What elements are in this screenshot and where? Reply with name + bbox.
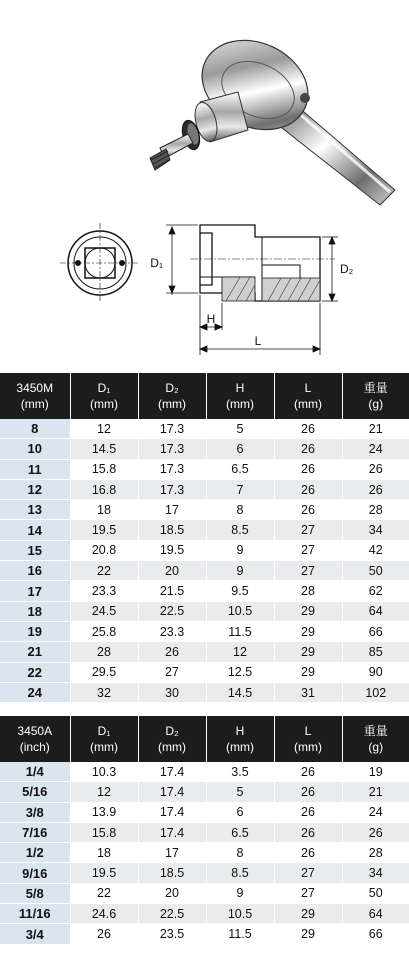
d1-cell: 19.5 [70, 863, 138, 883]
header-h: H (mm) [206, 716, 274, 762]
table-row [0, 540, 409, 560]
d2-cell: 18.5 [138, 863, 206, 883]
d1-cell: 20.8 [70, 540, 138, 560]
d1-cell: 14.5 [70, 439, 138, 459]
size-cell: 1/2 [0, 843, 70, 863]
table-row [0, 479, 409, 499]
weight-cell: 66 [342, 621, 409, 641]
size-cell: 13 [0, 500, 70, 520]
d2-cell: 17 [138, 500, 206, 520]
d1-cell: 13.9 [70, 802, 138, 822]
size-cell: 7/16 [0, 822, 70, 842]
l-cell: 27 [274, 520, 342, 540]
size-cell: 5/8 [0, 883, 70, 903]
d2-cell: 20 [138, 883, 206, 903]
weight-cell: 62 [342, 581, 409, 601]
weight-cell: 26 [342, 459, 409, 479]
h-cell: 6 [206, 802, 274, 822]
d1-cell: 15.8 [70, 822, 138, 842]
l-cell: 28 [274, 581, 342, 601]
d2-cell: 17.3 [138, 459, 206, 479]
header-l: L (mm) [274, 716, 342, 762]
header-d2: D₂ (mm) [138, 716, 206, 762]
h-cell: 3.5 [206, 762, 274, 782]
d1-cell: 22 [70, 561, 138, 581]
header-d1: D₁ (mm) [70, 716, 138, 762]
h-cell: 8 [206, 843, 274, 863]
table-row [0, 500, 409, 520]
d2-cell: 22.5 [138, 904, 206, 924]
d2-cell: 23.3 [138, 621, 206, 641]
d1-cell: 15.8 [70, 459, 138, 479]
header-d1: D₁ (mm) [70, 373, 138, 419]
d1-cell: 19.5 [70, 520, 138, 540]
d1-cell: 10.3 [70, 762, 138, 782]
d1-cell: 24.6 [70, 904, 138, 924]
h-cell: 12.5 [206, 662, 274, 682]
l-cell: 26 [274, 782, 342, 802]
weight-cell: 26 [342, 479, 409, 499]
l-cell: 29 [274, 621, 342, 641]
weight-cell: 85 [342, 642, 409, 662]
l-cell: 26 [274, 479, 342, 499]
table-row [0, 924, 409, 944]
h-cell: 5 [206, 419, 274, 439]
h-cell: 5 [206, 782, 274, 802]
d1-cell: 26 [70, 924, 138, 944]
l-cell: 26 [274, 822, 342, 842]
size-cell: 12 [0, 479, 70, 499]
l-cell: 27 [274, 540, 342, 560]
weight-cell: 28 [342, 843, 409, 863]
d1-cell: 18 [70, 843, 138, 863]
weight-cell: 64 [342, 601, 409, 621]
size-cell: 11 [0, 459, 70, 479]
size-cell: 18 [0, 601, 70, 621]
l-cell: 26 [274, 802, 342, 822]
size-cell: 19 [0, 621, 70, 641]
size-cell: 3/4 [0, 924, 70, 944]
l-cell: 26 [274, 439, 342, 459]
d2-cell: 26 [138, 642, 206, 662]
size-cell: 21 [0, 642, 70, 662]
table-row [0, 561, 409, 581]
d2-cell: 17 [138, 843, 206, 863]
table-row [0, 419, 409, 439]
metric-spec-table [0, 373, 409, 703]
h-cell: 8 [206, 500, 274, 520]
table-row [0, 802, 409, 822]
size-cell: 5/16 [0, 782, 70, 802]
header-weight: 重量 (g) [342, 373, 409, 419]
size-cell: 24 [0, 682, 70, 702]
d2-cell: 30 [138, 682, 206, 702]
size-cell: 16 [0, 561, 70, 581]
h-cell: 10.5 [206, 601, 274, 621]
d2-cell: 17.4 [138, 802, 206, 822]
header-weight: 重量 (g) [342, 716, 409, 762]
table-row [0, 662, 409, 682]
label-l: L [254, 334, 262, 348]
h-cell: 9 [206, 540, 274, 560]
table-row [0, 601, 409, 621]
h-cell: 8.5 [206, 863, 274, 883]
d2-cell: 19.5 [138, 540, 206, 560]
l-cell: 29 [274, 924, 342, 944]
weight-cell: 21 [342, 782, 409, 802]
d2-cell: 21.5 [138, 581, 206, 601]
header-h: H (mm) [206, 373, 274, 419]
h-cell: 9.5 [206, 581, 274, 601]
l-cell: 27 [274, 863, 342, 883]
h-cell: 8.5 [206, 520, 274, 540]
d2-cell: 23.5 [138, 924, 206, 944]
size-cell: 3/8 [0, 802, 70, 822]
size-cell: 14 [0, 520, 70, 540]
l-cell: 29 [274, 601, 342, 621]
label-h: H [206, 312, 216, 326]
size-cell: 8 [0, 419, 70, 439]
product-photo [0, 0, 409, 215]
header-d2: D₂ (mm) [138, 373, 206, 419]
size-cell: 15 [0, 540, 70, 560]
d1-cell: 28 [70, 642, 138, 662]
size-cell: 11/16 [0, 904, 70, 924]
table-row [0, 782, 409, 802]
d2-cell: 17.3 [138, 419, 206, 439]
l-cell: 29 [274, 642, 342, 662]
table-row [0, 439, 409, 459]
table-header-row [0, 716, 409, 762]
l-cell: 29 [274, 904, 342, 924]
table-row [0, 822, 409, 842]
d2-cell: 17.4 [138, 822, 206, 842]
l-cell: 29 [274, 662, 342, 682]
weight-cell: 26 [342, 822, 409, 842]
d1-cell: 16.8 [70, 479, 138, 499]
label-d1: D₁ [150, 256, 163, 270]
d1-cell: 29.5 [70, 662, 138, 682]
table-row [0, 843, 409, 863]
h-cell: 14.5 [206, 682, 274, 702]
size-cell: 9/16 [0, 863, 70, 883]
d1-cell: 18 [70, 500, 138, 520]
d2-cell: 18.5 [138, 520, 206, 540]
d1-cell: 25.8 [70, 621, 138, 641]
table-header-row [0, 373, 409, 419]
label-d2: D₂ [340, 262, 354, 276]
d1-cell: 22 [70, 883, 138, 903]
socket-dimension-diagram [0, 215, 409, 365]
h-cell: 10.5 [206, 904, 274, 924]
weight-cell: 28 [342, 500, 409, 520]
h-cell: 9 [206, 883, 274, 903]
weight-cell: 90 [342, 662, 409, 682]
inch-spec-table [0, 716, 409, 945]
weight-cell: 50 [342, 883, 409, 903]
h-cell: 11.5 [206, 621, 274, 641]
size-cell: 10 [0, 439, 70, 459]
size-cell: 22 [0, 662, 70, 682]
table-row [0, 459, 409, 479]
table-row [0, 520, 409, 540]
d1-cell: 23.3 [70, 581, 138, 601]
size-cell: 17 [0, 581, 70, 601]
table-row [0, 621, 409, 641]
table-row [0, 642, 409, 662]
l-cell: 26 [274, 762, 342, 782]
l-cell: 27 [274, 883, 342, 903]
weight-cell: 34 [342, 520, 409, 540]
weight-cell: 66 [342, 924, 409, 944]
h-cell: 7 [206, 479, 274, 499]
header-size: 3450A (inch) [0, 716, 70, 762]
l-cell: 26 [274, 500, 342, 520]
l-cell: 26 [274, 459, 342, 479]
weight-cell: 64 [342, 904, 409, 924]
l-cell: 26 [274, 419, 342, 439]
weight-cell: 50 [342, 561, 409, 581]
table-row [0, 682, 409, 702]
weight-cell: 19 [342, 762, 409, 782]
table-row [0, 883, 409, 903]
table-row [0, 863, 409, 883]
h-cell: 11.5 [206, 924, 274, 944]
table-row [0, 581, 409, 601]
d2-cell: 17.4 [138, 762, 206, 782]
d1-cell: 32 [70, 682, 138, 702]
header-l: L (mm) [274, 373, 342, 419]
d2-cell: 17.3 [138, 439, 206, 459]
weight-cell: 102 [342, 682, 409, 702]
socket-side-view [190, 225, 335, 301]
size-cell: 1/4 [0, 762, 70, 782]
h-cell: 6.5 [206, 822, 274, 842]
d1-cell: 12 [70, 782, 138, 802]
d2-cell: 20 [138, 561, 206, 581]
d2-cell: 17.4 [138, 782, 206, 802]
table-row [0, 904, 409, 924]
h-cell: 6.5 [206, 459, 274, 479]
d2-cell: 27 [138, 662, 206, 682]
h-cell: 12 [206, 642, 274, 662]
d2-cell: 17.3 [138, 479, 206, 499]
header-size: 3450M (mm) [0, 373, 70, 419]
d2-cell: 22.5 [138, 601, 206, 621]
table-row [0, 762, 409, 782]
l-cell: 31 [274, 682, 342, 702]
weight-cell: 24 [342, 439, 409, 459]
weight-cell: 34 [342, 863, 409, 883]
h-cell: 6 [206, 439, 274, 459]
socket-end-view [60, 223, 140, 303]
weight-cell: 21 [342, 419, 409, 439]
weight-cell: 42 [342, 540, 409, 560]
l-cell: 26 [274, 843, 342, 863]
d1-cell: 12 [70, 419, 138, 439]
l-cell: 27 [274, 561, 342, 581]
d1-cell: 24.5 [70, 601, 138, 621]
h-cell: 9 [206, 561, 274, 581]
weight-cell: 24 [342, 802, 409, 822]
